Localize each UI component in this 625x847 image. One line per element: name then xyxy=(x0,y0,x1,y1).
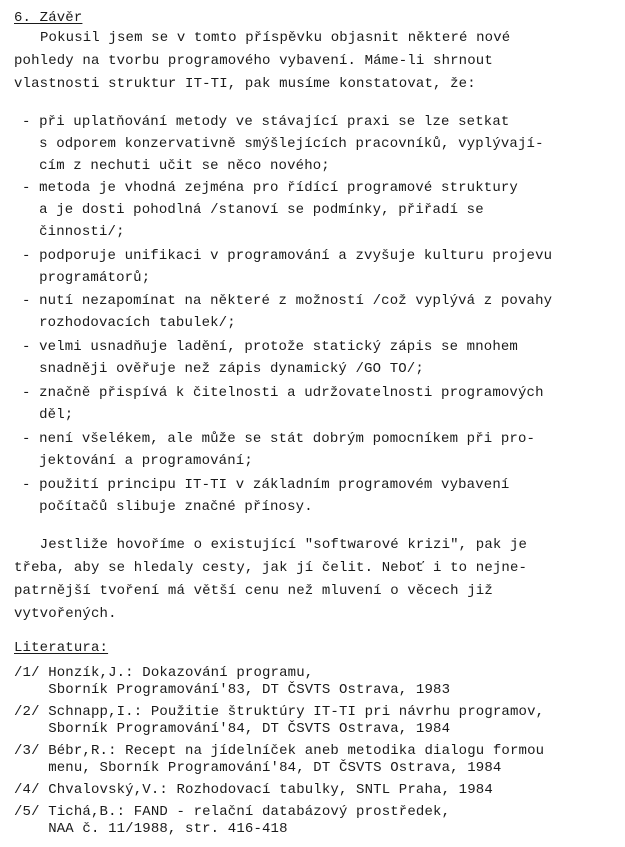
section-heading: 6. Závěr xyxy=(14,10,83,26)
closing-line: patrnější tvoření má větší cenu než mluvení o věcech již xyxy=(14,583,493,599)
reference-line: /1/ Honzík,J.: Dokazování programu, xyxy=(14,665,314,681)
intro-line: Pokusil jsem se v tomto příspěvku objasnit některé nové xyxy=(40,30,511,46)
reference-line: NAA č. 11/1988, str. 416-418 xyxy=(14,821,288,837)
reference-line: /4/ Chvalovský,V.: Rozhodovací tabulky, SNTL Praha, 1984 xyxy=(14,782,493,798)
reference-line: /5/ Tichá,B.: FAND - relační databázový prostředek, xyxy=(14,804,451,820)
bullet-line: činnosti/; xyxy=(22,224,125,240)
closing-line: třeba, aby se hledaly cesty, jak jí čelit. Neboť i to nejne- xyxy=(14,560,528,576)
closing-line: Jestliže hovoříme o existující "softwarové krizi", pak je xyxy=(14,537,528,553)
closing-line: vytvořených. xyxy=(14,606,117,622)
bullet-line: - není všelékem, ale může se stát dobrým pomocníkem při pro- xyxy=(22,431,536,447)
reference-line: Sborník Programování'83, DT ČSVTS Ostrava, 1983 xyxy=(14,682,451,698)
reference-line: /2/ Schnapp,I.: Použitie štruktúry IT-TI pri návrhu programov, xyxy=(14,704,545,720)
bullet-line: s odporem konzervativně smýšlejících pracovníků, vyplývají- xyxy=(22,136,544,152)
intro-line: vlastnosti struktur IT-TI, pak musíme konstatovat, že: xyxy=(14,76,476,92)
bullet-line: počítačů slibuje značné přínosy. xyxy=(22,499,313,515)
bullet-line: jektování a programování; xyxy=(22,453,253,469)
bullet-line: snadněji ověřuje než zápis dynamický /GO TO/; xyxy=(22,361,424,377)
bullet-line: rozhodovacích tabulek/; xyxy=(22,315,236,331)
bullet-line: - při uplatňování metody ve stávající praxi se lze setkat xyxy=(22,114,510,130)
bullet-line: - značně přispívá k čitelnosti a udržovatelnosti programových xyxy=(22,385,544,401)
reference-line: /3/ Bébr,R.: Recept na jídelníček aneb metodika dialogu formou xyxy=(14,743,545,759)
bullet-line: programátorů; xyxy=(22,270,151,286)
reference-line: Sborník Programování'84, DT ČSVTS Ostrava, 1984 xyxy=(14,721,451,737)
intro-line: pohledy na tvorbu programového vybavení. Máme-li shrnout xyxy=(14,53,493,69)
bullet-line: děl; xyxy=(22,407,74,423)
reference-line: menu, Sborník Programování'84, DT ČSVTS Ostrava, 1984 xyxy=(14,760,502,776)
bullet-line: a je dosti pohodlná /stanoví se podmínky, přiřadí se xyxy=(22,202,484,218)
bullet-line: cím z nechuti učit se něco nového; xyxy=(22,158,330,174)
bullet-line: - podporuje unifikaci v programování a zvyšuje kulturu projevu xyxy=(22,248,553,264)
bullet-line: - použití principu IT-TI v základním programovém vybavení xyxy=(22,477,510,493)
literature-heading: Literatura: xyxy=(14,640,109,656)
bullet-line: - nutí nezapomínat na některé z možností /což vyplývá z povahy xyxy=(22,293,553,309)
bullet-line: - metoda je vhodná zejména pro řídící programové struktury xyxy=(22,180,518,196)
bullet-line: - velmi usnadňuje ladění, protože statický zápis se mnohem xyxy=(22,339,518,355)
